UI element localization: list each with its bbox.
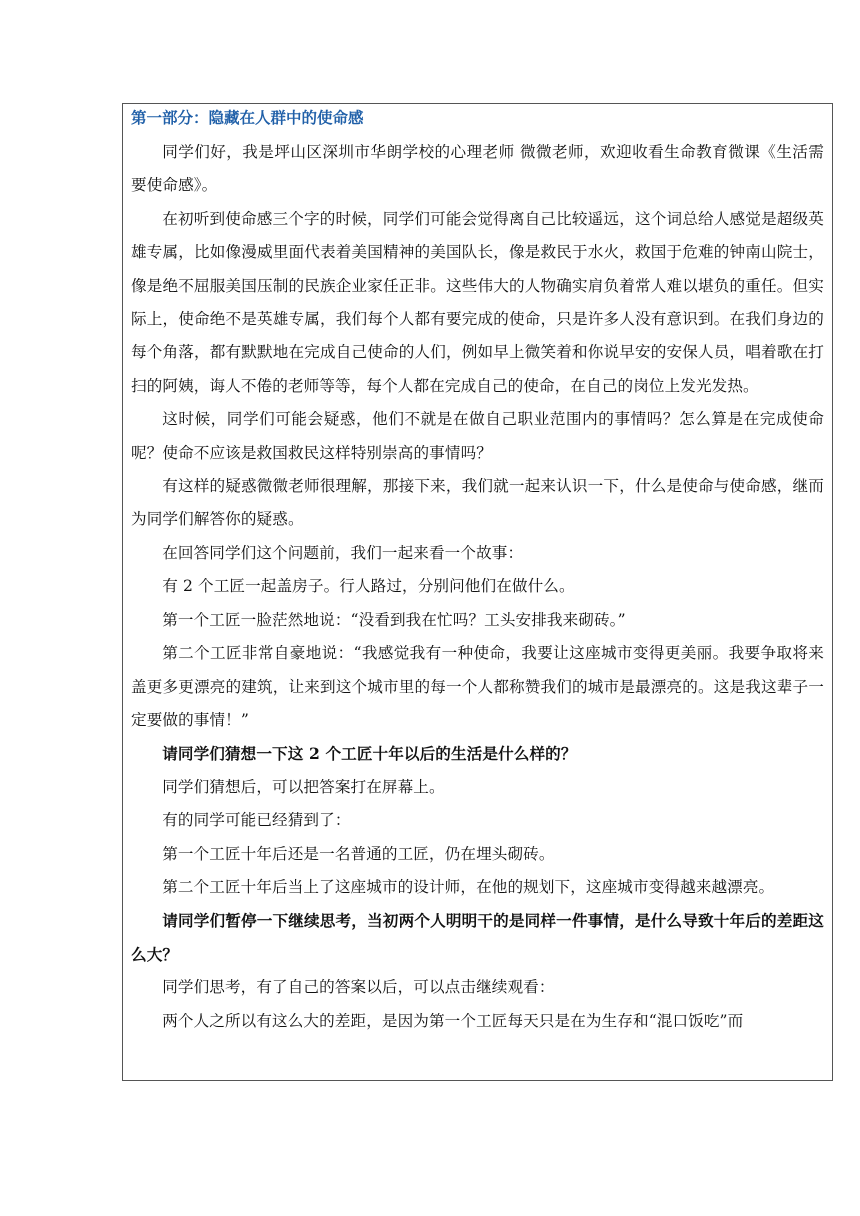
content-body: [123, 104, 832, 1038]
body-paragraph: 两个人之所以有这么大的差距，是因为第一个工匠每天只是在为生存和“混口饭吃”而: [162, 1011, 744, 1030]
paragraph-list: [131, 136, 824, 1038]
body-paragraph: 有 2 个工匠一起盖房子。行人路过，分别问他们在做什么。: [162, 577, 575, 596]
question-paragraph: 请同学们暂停一下继续思考，当初两个人明明干的是同样一件事情，是什么导致十年后的差距这么大？: [131, 911, 824, 964]
question-paragraph: 请同学们猜想一下这 2 个工匠十年以后的生活是什么样的？: [162, 744, 577, 764]
content-table-cell: [122, 103, 833, 1081]
body-paragraph: 第一个工匠一脸茫然地说：“没看到我在忙吗？工头安排我来砌砖。”: [162, 610, 626, 629]
body-paragraph: 这时候，同学们可能会疑惑，他们不就是在做自己职业范围内的事情吗？怎么算是在完成使命呢？使命不应该是救国救民这样特别崇高的事情吗？: [131, 410, 824, 462]
body-paragraph: 有的同学可能已经猜到了：: [162, 811, 351, 830]
body-paragraph: 第二个工匠十年后当上了这座城市的设计师，在他的规划下，这座城市变得越来越漂亮。: [162, 877, 775, 896]
body-paragraph: 同学们思考，有了自己的答案以后，可以点击继续观看：: [162, 978, 555, 997]
body-paragraph: 同学们好，我是坪山区深圳市华朗学校的心理老师 微微老师，欢迎收看生命教育微课《生活需要使命感》。: [131, 143, 824, 195]
body-paragraph: 在初听到使命感三个字的时候，同学们可能会觉得离自己比较遥远，这个词总给人感觉是超级英雄专属，比如像漫威里面代表着美国精神的美国队长，像是救民于水火，救国于危难的钟南山院士，像是绝不屈服美国压制的民族企业家任正非。这些伟大的人物确实肩负着常人难以堪负的重任。但实际上，使命绝不是英雄专属，我们每个人都有要完成的使命，只是许多人没有意识到。在我们身边的每个角落，都有默默地在完成自己使命的人们，例如早上微笑着和你说早安的安保人员，唱着歌在打扫的阿姨，诲人不倦的老师等等，每个人都在完成自己的使命，在自己的岗位上发光发热。: [131, 209, 824, 395]
body-paragraph: 有这样的疑惑微微老师很理解，那接下来，我们就一起来认识一下，什么是使命与使命感，继而为同学们解答你的疑惑。: [131, 477, 824, 529]
body-paragraph: 第二个工匠非常自豪地说：“我感觉我有一种使命，我要让这座城市变得更美丽。我要争取将来盖更多更漂亮的建筑，让来到这个城市里的每一个人都称赞我们的城市是最漂亮的。这是我这辈子一定要做的事情！”: [131, 644, 824, 729]
body-paragraph: 第一个工匠十年后还是一名普通的工匠，仍在埋头砌砖。: [162, 844, 555, 863]
body-paragraph: 同学们猜想后，可以把答案打在屏幕上。: [162, 777, 445, 796]
section-heading: 第一部分：隐藏在人群中的使命感: [131, 109, 364, 127]
body-paragraph: 在回答同学们这个问题前，我们一起来看一个故事：: [162, 543, 524, 562]
